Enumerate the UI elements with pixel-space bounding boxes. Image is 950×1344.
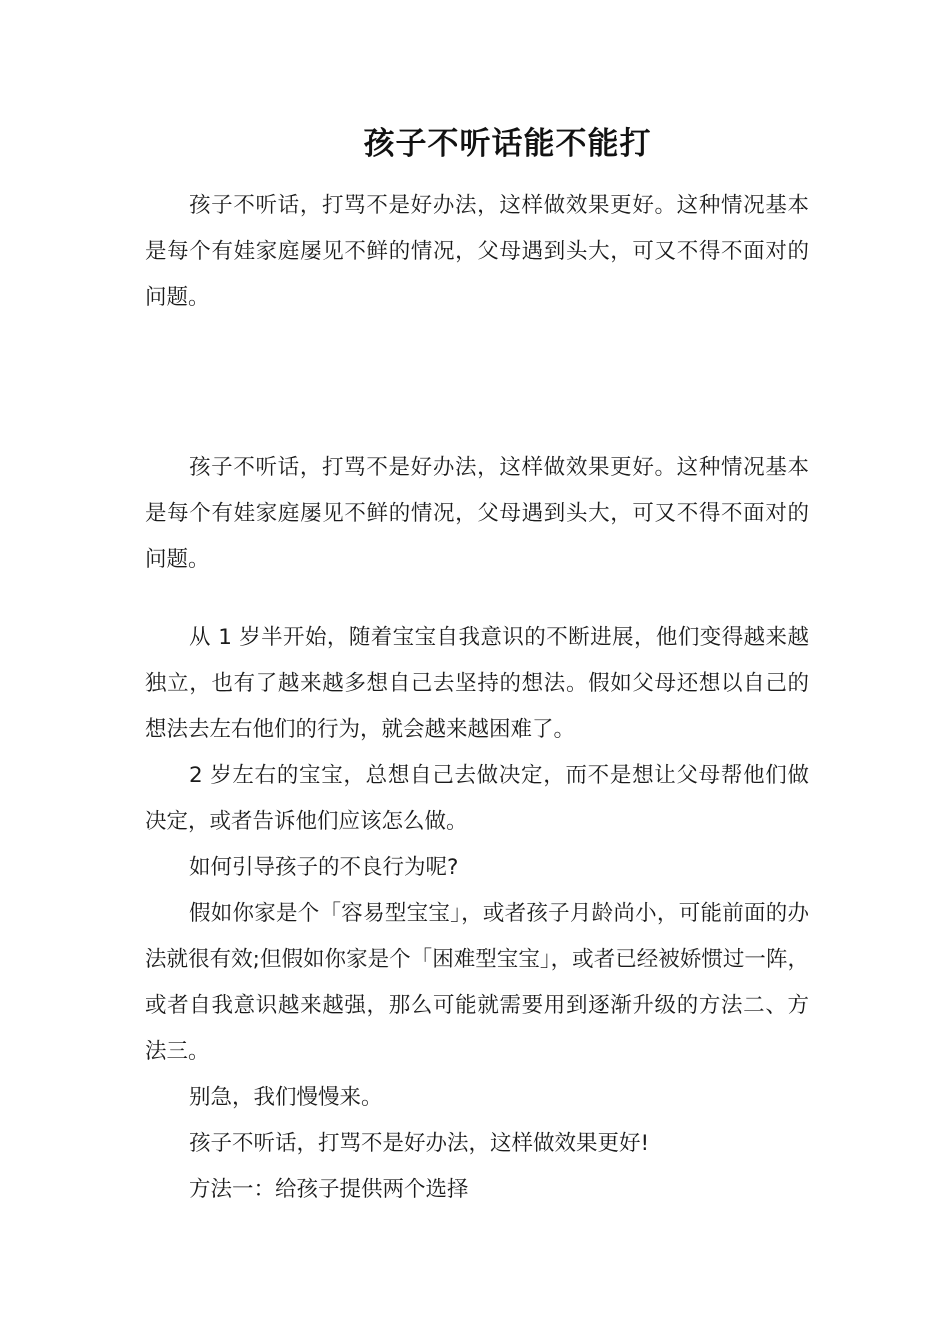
paragraph-better-way: 孩子不听话，打骂不是好办法，这样做效果更好!: [189, 1131, 650, 1156]
blank-space: [145, 321, 809, 445]
document-title: 孩子不听话能不能打: [363, 126, 652, 162]
document-body: [145, 183, 809, 1213]
paragraph-dont-worry: 别急，我们慢慢来。: [189, 1085, 383, 1110]
paragraph-age-two: 2 岁左右的宝宝，总想自己去做决定，而不是想让父母帮他们做决定，或者告诉他们应该怎么做。: [145, 763, 809, 834]
paragraph-age-one-half: 从 1 岁半开始，随着宝宝自我意识的不断进展，他们变得越来越独立，也有了越来越多想自己去坚持的想法。假如父母还想以自己的想法去左右他们的行为，就会越来越困难了。: [145, 625, 809, 742]
paragraph-method-one: 方法一：给孩子提供两个选择: [189, 1177, 469, 1202]
paragraph-baby-types: 假如你家是个「容易型宝宝」，或者孩子月龄尚小，可能前面的办法就很有效;但假如你家是个「困难型宝宝」，或者已经被娇惯过一阵，或者自我意识越来越强，那么可能就需要用到逐渐升级的方法二、方法三。: [145, 901, 809, 1064]
blank-space: [145, 583, 809, 615]
paragraph-question: 如何引导孩子的不良行为呢?: [189, 855, 459, 880]
paragraph-intro-repeat: 孩子不听话，打骂不是好办法，这样做效果更好。这种情况基本是每个有娃家庭屡见不鲜的情况，父母遇到头大，可又不得不面对的问题。: [145, 455, 809, 572]
paragraph-intro: 孩子不听话，打骂不是好办法，这样做效果更好。这种情况基本是每个有娃家庭屡见不鲜的情况，父母遇到头大，可又不得不面对的问题。: [145, 193, 809, 310]
